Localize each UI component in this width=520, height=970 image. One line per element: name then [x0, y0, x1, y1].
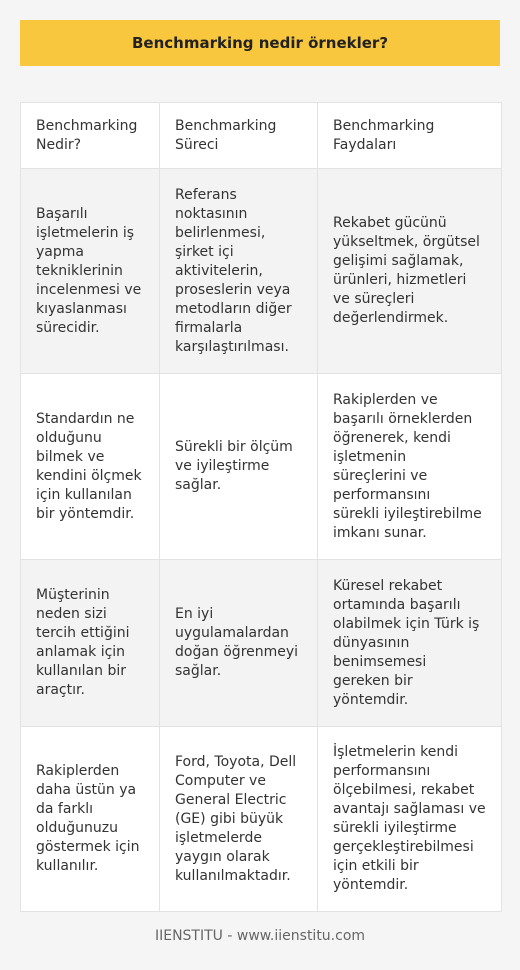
table-cell: Rakiplerden ve başarılı örneklerden öğrenerek, kendi işletmenin süreçlerini ve performansını sürekli iyileştirebilme imkanı sunar. — [333, 391, 482, 541]
page-title: Benchmarking nedir örnekler? — [20, 20, 500, 66]
table-cell: Rekabet gücünü yükseltmek, örgütsel gelişimi sağlamak, ürünleri, hizmetleri ve süreçleri değerlendirmek. — [333, 215, 480, 326]
table-cell: Standardın ne olduğunu bilmek ve kendini ölçmek için kullanılan bir yöntemdir. — [21, 374, 160, 559]
table-row — [21, 169, 501, 374]
benchmarking-table — [20, 102, 502, 912]
table-cell: En iyi uygulamalardan doğan öğrenmeyi sağlar. — [160, 560, 318, 726]
table-cell: Referans noktasının belirlenmesi, şirket içi aktivitelerin, proseslerin veya metodların diğer firmalarla karşılaştırılması. — [160, 169, 318, 373]
table-cell: Rakiplerden daha üstün ya da farklı olduğunuzu göstermek için kullanılır. — [21, 727, 160, 911]
table-header-row — [21, 103, 501, 169]
table-row — [21, 727, 501, 911]
column-header-faydalari: Benchmarking Faydaları — [333, 117, 435, 153]
table-cell: İşletmelerin kendi performansını ölçebilmesi, rekabet avantajı sağlaması ve sürekli iyileştirme gerçekleştirebilmesi için etkili bir yöntemdir. — [333, 744, 486, 893]
column-header-nedir: Benchmarking Nedir? — [21, 103, 160, 168]
table-cell: Küresel rekabet ortamında başarılı olabilmek için Türk iş dünyasının benimsemesi gereken bir yöntemdir. — [333, 577, 480, 708]
table-cell: Müşterinin neden sizi tercih ettiğini anlamak için kullanılan bir araçtır. — [21, 560, 160, 726]
table-row — [21, 374, 501, 560]
table-cell: Başarılı işletmelerin iş yapma tekniklerinin incelenmesi ve kıyaslanması sürecidir. — [21, 169, 160, 373]
column-header-sureci: Benchmarking Süreci — [160, 103, 318, 168]
footer-credit: IIENSTITU - www.iienstitu.com — [154, 928, 366, 944]
table-row — [21, 560, 501, 727]
table-cell: Sürekli bir ölçüm ve iyileştirme sağlar. — [160, 374, 318, 559]
table-cell: Ford, Toyota, Dell Computer ve General Electric (GE) gibi büyük işletmelerde yaygın olarak kullanılmaktadır. — [160, 727, 318, 911]
